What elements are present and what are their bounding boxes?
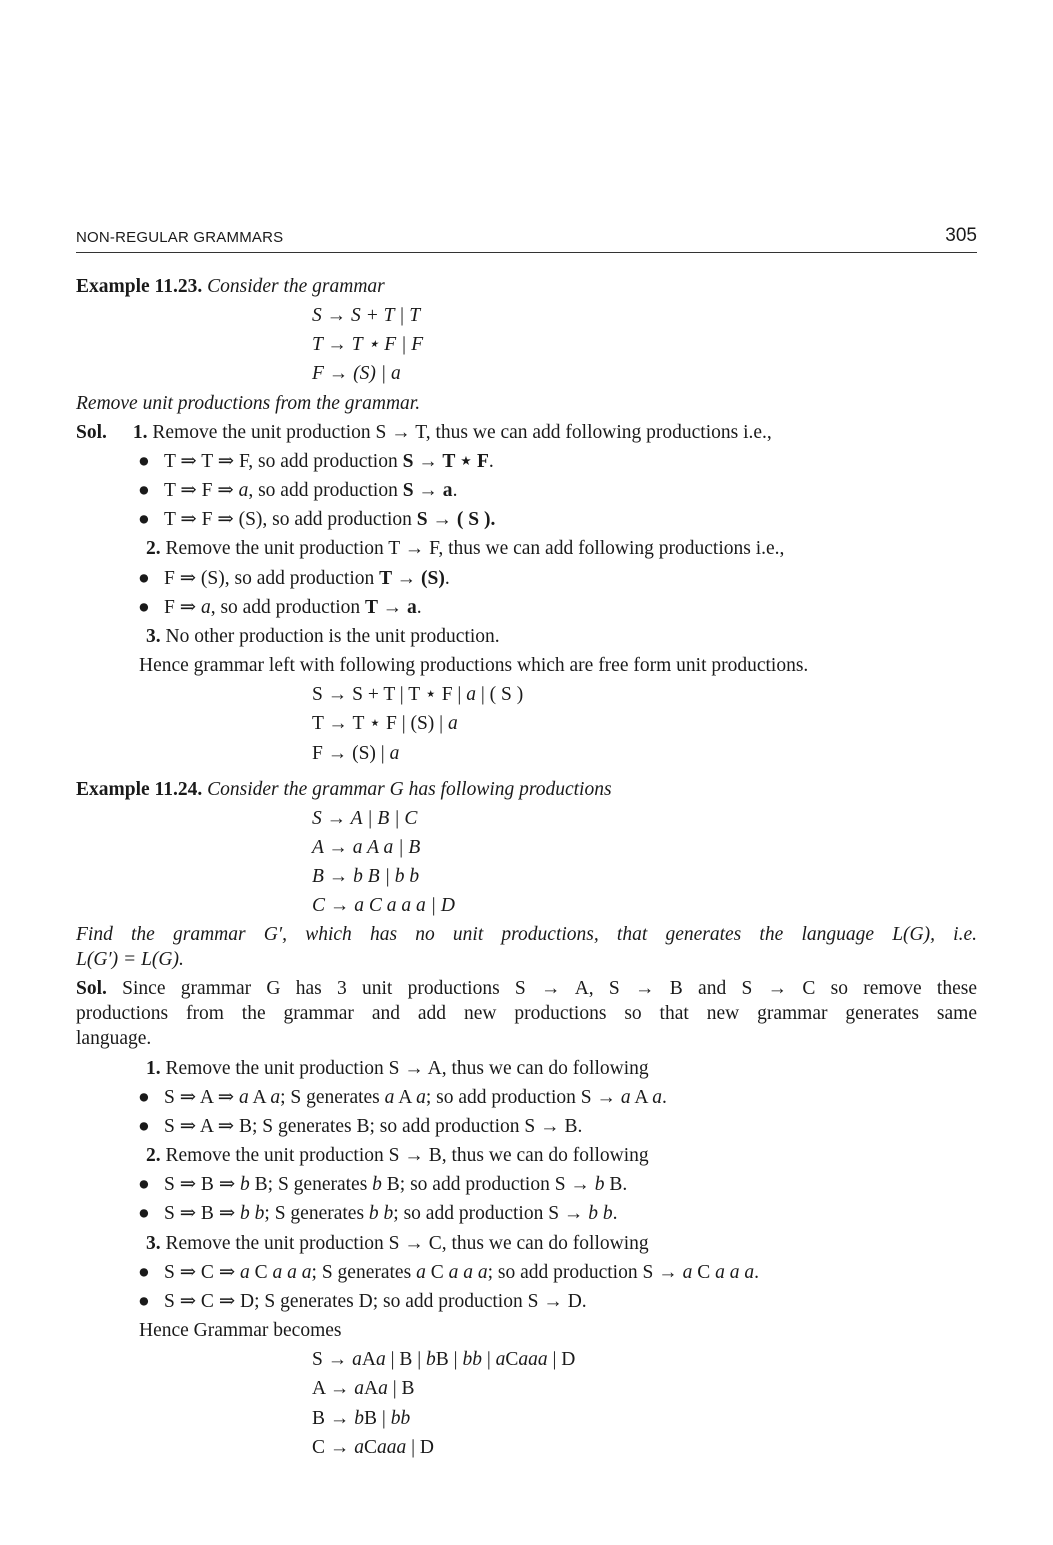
solution-step-3: 3. No other production is the unit production.	[146, 626, 500, 647]
grammar-line: C → a C a a a | D	[312, 895, 455, 916]
solution-step-1: 1. Remove the unit production S → A, thus we can do following	[146, 1058, 649, 1079]
grammar-line: S → S + T | T	[312, 305, 421, 326]
running-head: NON-REGULAR GRAMMARS	[76, 229, 284, 246]
example-11-24-heading: Example 11.24. Consider the grammar G has following productions	[76, 779, 612, 800]
result-grammar-line: T → T ⋆ F | (S) | a	[312, 713, 458, 734]
result-grammar-line: B → bB | bb	[312, 1408, 411, 1429]
result-grammar-line: C → aCaaa | D	[312, 1437, 435, 1458]
solution-step-3: 3. Remove the unit production S → C, thus we can do following	[146, 1233, 649, 1254]
page-header	[76, 224, 977, 253]
conclusion-text: Hence Grammar becomes	[139, 1320, 342, 1341]
list-item: ● S ⇒ B ⇒ b B; S generates b B; so add production S → b B.	[138, 1174, 628, 1195]
textbook-page	[76, 0, 977, 1545]
solution-paragraph: language.	[76, 1028, 152, 1049]
list-item: ● S ⇒ B ⇒ b b; S generates b b; so add production S → b b.	[138, 1203, 618, 1224]
result-grammar-line: S → S + T | T ⋆ F | a | ( S )	[312, 684, 524, 705]
solution-paragraph: Sol. Since grammar G has 3 unit productions S → A, S → B and S → C so remove these	[76, 978, 977, 999]
result-grammar-line: F → (S) | a	[312, 743, 400, 764]
example-task: Remove unit productions from the grammar.	[76, 393, 421, 414]
list-item: ● S ⇒ C ⇒ a C a a a; S generates a C a a a; so add production S → a C a a a.	[138, 1262, 759, 1283]
grammar-line: S → A | B | C	[312, 808, 418, 829]
list-item: ● S ⇒ A ⇒ B; S generates B; so add production S → B.	[138, 1116, 583, 1137]
list-item: ● S ⇒ C ⇒ D; S generates D; so add production S → D.	[138, 1291, 587, 1312]
result-grammar-line: S → aAa | B | bB | bb | aCaaa | D	[312, 1349, 576, 1370]
conclusion-text: Hence grammar left with following productions which are free form unit productions.	[139, 655, 809, 676]
list-item: ● F ⇒ (S), so add production T → (S).	[138, 568, 450, 589]
solution-paragraph: productions from the grammar and add new productions so that new grammar generates same	[76, 1003, 977, 1024]
list-item: ● T ⇒ F ⇒ a, so add production S → a.	[138, 480, 458, 501]
list-item: ● T ⇒ F ⇒ (S), so add production S → ( S ).	[138, 509, 496, 530]
solution-step-1: Sol. 1. Remove the unit production S → T, thus we can add following productions i.e.,	[76, 422, 772, 443]
solution-step-2: 2. Remove the unit production T → F, thus we can add following productions i.e.,	[146, 538, 785, 559]
list-item: ● S ⇒ A ⇒ a A a; S generates a A a; so add production S → a A a.	[138, 1087, 667, 1108]
solution-step-2: 2. Remove the unit production S → B, thus we can do following	[146, 1145, 649, 1166]
example-task: Find the grammar G′, which has no unit productions, that generates the language L(G), i.e.	[76, 924, 977, 945]
page-number: 305	[945, 225, 977, 246]
result-grammar-line: A → aAa | B	[312, 1378, 415, 1399]
list-item: ● F ⇒ a, so add production T → a.	[138, 597, 422, 618]
example-11-23-heading: Example 11.23. Consider the grammar	[76, 276, 385, 297]
example-task: L(G′) = L(G).	[76, 949, 184, 970]
grammar-line: A → a A a | B	[312, 837, 421, 858]
list-item: ● T ⇒ T ⇒ F, so add production S → T ⋆ F.	[138, 451, 494, 472]
grammar-line: T → T ⋆ F | F	[312, 334, 424, 355]
grammar-line: B → b B | b b	[312, 866, 420, 887]
grammar-line: F → (S) | a	[312, 363, 401, 384]
